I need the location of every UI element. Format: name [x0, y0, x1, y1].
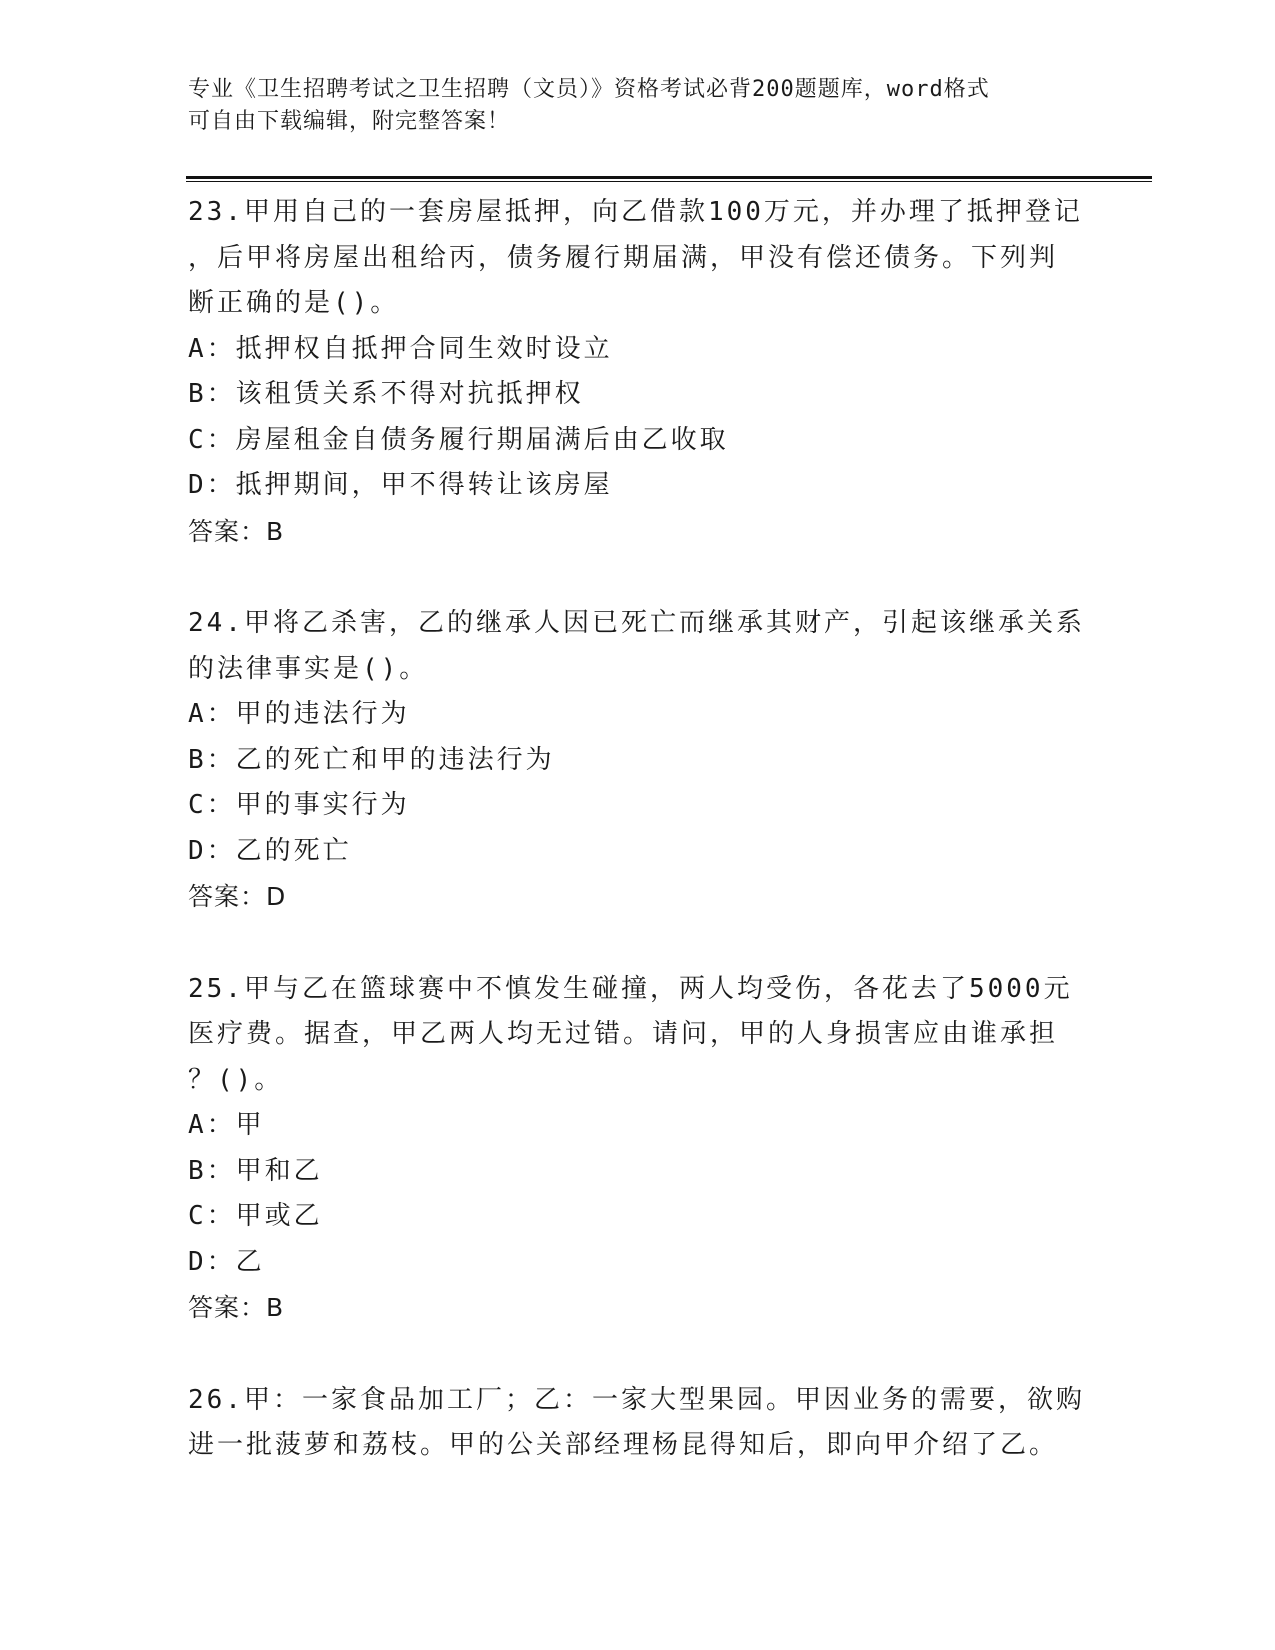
option-a: A：抵押权自抵押合同生效时设立 [188, 333, 613, 364]
header-divider-thin [186, 181, 1152, 182]
question-text-line: 24.甲将乙杀害，乙的继承人因已死亡而继承其财产，引起该继承关系 [188, 608, 1085, 638]
option-d: D：抵押期间，甲不得转让该房屋 [188, 470, 613, 500]
question-26 [188, 1378, 1088, 1469]
option-b: B：该租赁关系不得对抗抵押权 [188, 379, 584, 409]
question-text-line: 医疗费。据查，甲乙两人均无过错。请问，甲的人身损害应由谁承担 [188, 1019, 1059, 1049]
option-b: B：乙的死亡和甲的违法行为 [188, 744, 555, 775]
question-text-line: ？()。 [188, 1064, 284, 1095]
question-text-line: 23.甲用自己的一套房屋抵押，向乙借款100万元，并办理了抵押登记 [188, 197, 1083, 227]
question-text-line: 断正确的是()。 [188, 288, 400, 318]
question-text-line: 的法律事实是()。 [188, 653, 429, 684]
header-divider-thick [186, 176, 1152, 179]
answer-label: 答案：B [188, 1293, 285, 1322]
question-25 [188, 967, 1088, 1331]
question-text-line: 25.甲与乙在篮球赛中不慎发生碰撞，两人均受伤，各花去了5000元 [188, 973, 1073, 1004]
option-a: A：甲 [188, 1110, 265, 1140]
question-text-line: ，后甲将房屋出租给丙，债务履行期届满，甲没有偿还债务。下列判 [188, 242, 1059, 273]
header-line-1: 专业《卫生招聘考试之卫生招聘（文员）》资格考试必背200题题库，word格式 [188, 77, 990, 102]
answer-label: 答案：B [188, 516, 285, 546]
option-b: B：甲和乙 [188, 1155, 323, 1186]
header-line-2: 可自由下载编辑，附完整答案！ [188, 109, 511, 134]
question-text-line: 26.甲：一家食品加工厂；乙：一家大型果园。甲因业务的需要，欲购 [188, 1384, 1085, 1415]
document-header [188, 74, 1068, 138]
option-d: D：乙 [188, 1246, 265, 1277]
question-spacer [188, 920, 1088, 967]
option-d: D：乙的死亡 [188, 835, 352, 866]
option-c: C：甲的事实行为 [188, 790, 410, 820]
option-a: A：甲的违法行为 [188, 699, 410, 729]
question-list [188, 190, 1088, 1469]
question-spacer [188, 554, 1088, 601]
question-spacer [188, 1331, 1088, 1378]
option-c: C：甲或乙 [188, 1201, 323, 1231]
option-c: C：房屋租金自债务履行期届满后由乙收取 [188, 424, 729, 455]
question-23 [188, 190, 1088, 554]
question-24 [188, 601, 1088, 920]
question-text-line: 进一批菠萝和荔枝。甲的公关部经理杨昆得知后，即向甲介绍了乙。 [188, 1430, 1059, 1460]
answer-label: 答案：D [188, 882, 287, 911]
